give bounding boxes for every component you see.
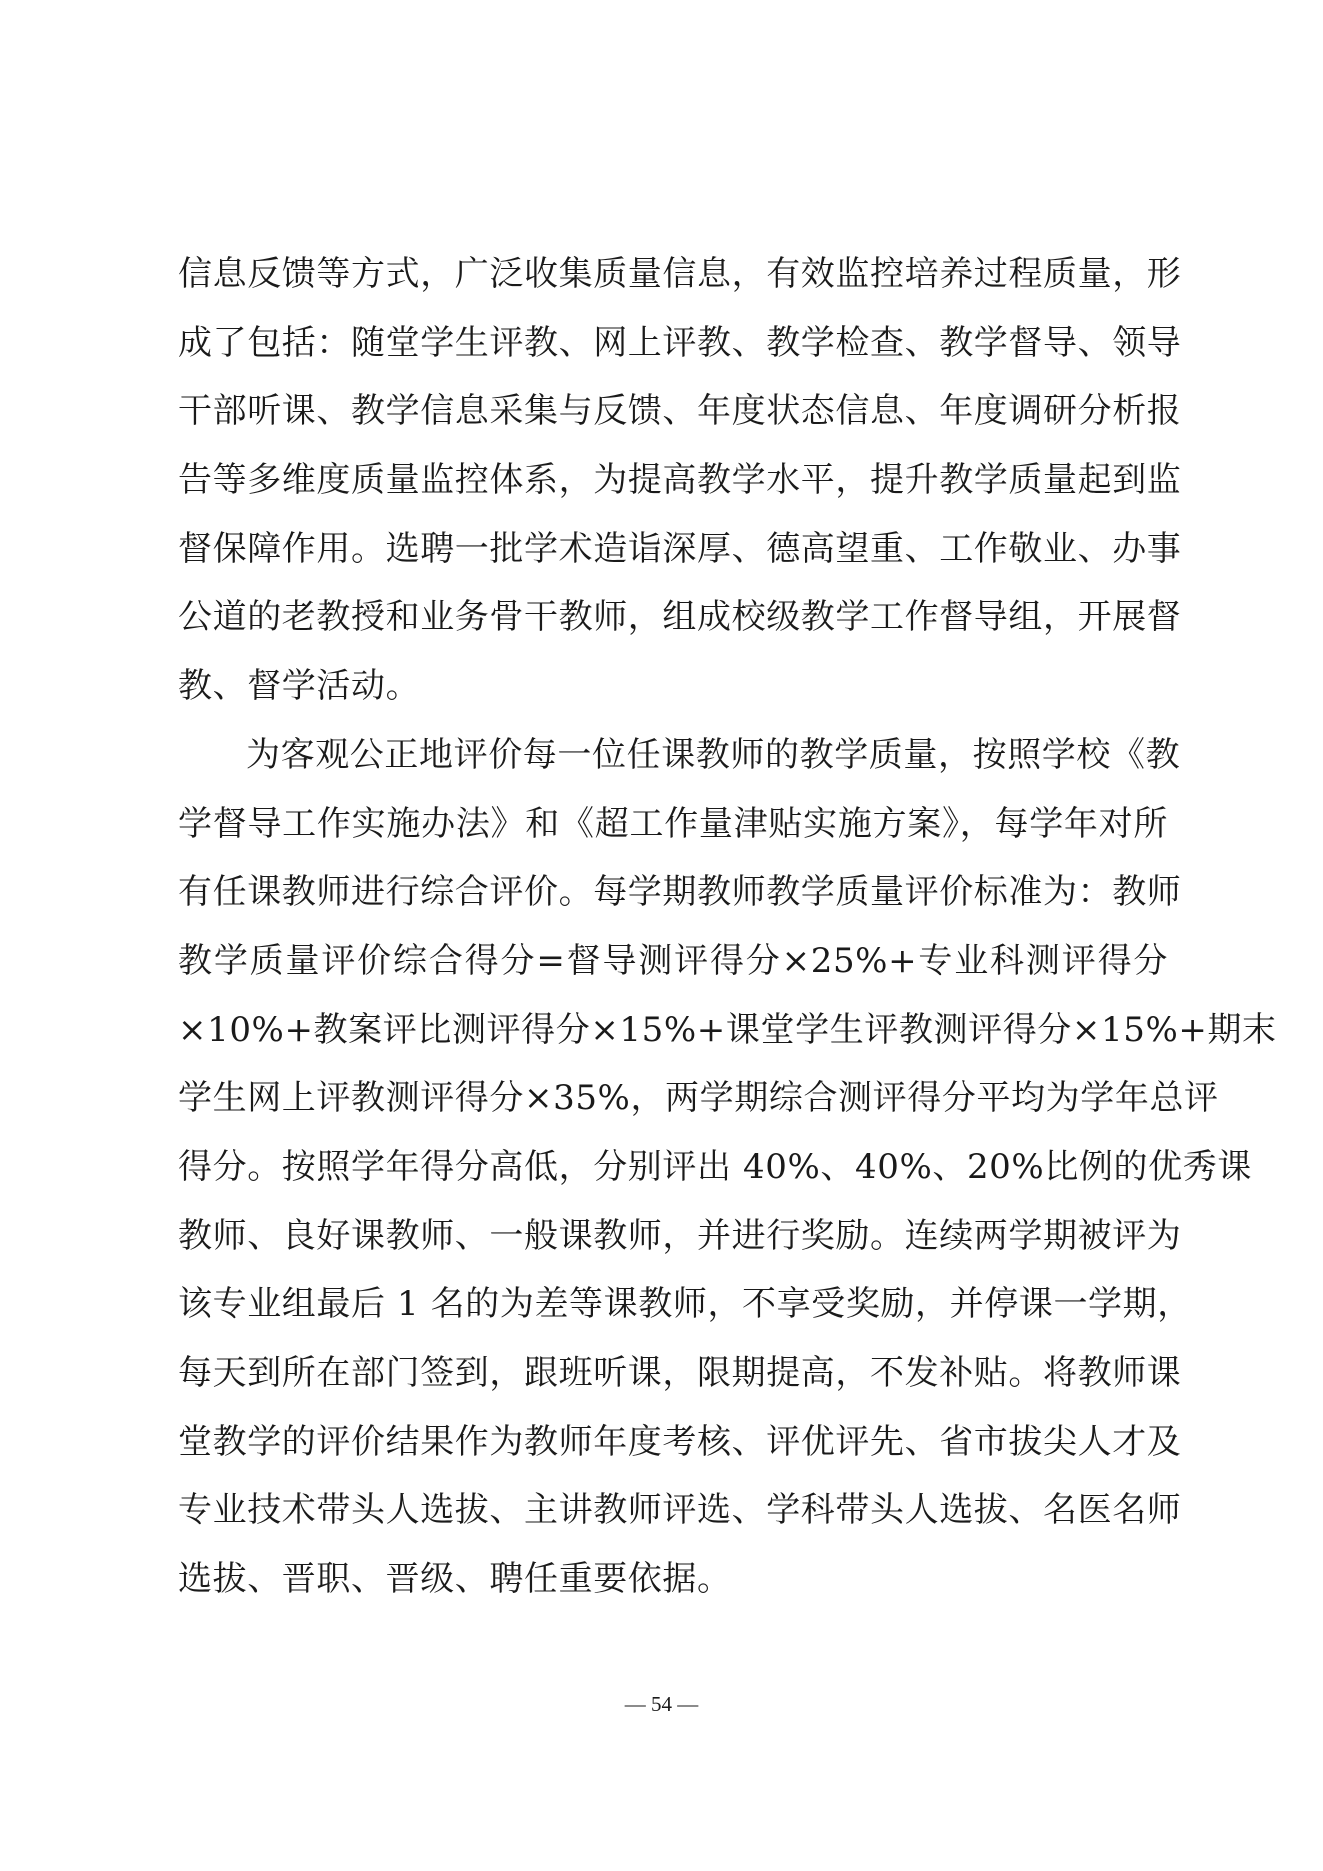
paragraph-line: 告等多维度质量监控体系，为提高教学水平，提升教学质量起到监 <box>178 460 1182 501</box>
paragraph-line: 公道的老教授和业务骨干教师，组成校级教学工作督导组，开展督 <box>178 597 1182 638</box>
paragraph-line: 学督导工作实施办法》和《超工作量津贴实施方案》，每学年对所 <box>178 803 1168 844</box>
paragraph-line: 教学质量评价综合得分=督导测评得分×25%+专业科测评得分 <box>178 940 1168 981</box>
paragraph-line: 教、督学活动。 <box>178 666 421 707</box>
paragraph-line: 专业技术带头人选拔、主讲教师评选、学科带头人选拔、名医名师 <box>178 1490 1182 1531</box>
page-number: — 54 — <box>624 1692 699 1716</box>
paragraph-line: 选拔、晋职、晋级、聘任重要依据。 <box>178 1559 732 1600</box>
paragraph-line: ×10%+教案评比测评得分×15%+课堂学生评教测评得分×15%+期末 <box>178 1009 1277 1050</box>
paragraph-line: 信息反馈等方式，广泛收集质量信息，有效监控培养过程质量，形 <box>178 254 1182 294</box>
paragraph-line: 堂教学的评价结果作为教师年度考核、评优评先、省市拔尖人才及 <box>178 1421 1182 1462</box>
paragraph-line: 得分。按照学年得分高低，分别评出 40%、40%、20%比例的优秀课 <box>178 1146 1252 1187</box>
paragraph-line: 为客观公正地评价每一位任课教师的教学质量，按照学校《教 <box>246 734 1181 775</box>
paragraph-line: 干部听课、教学信息采集与反馈、年度状态信息、年度调研分析报 <box>178 391 1182 432</box>
paragraph-line: 该专业组最后 1 名的为差等课教师，不享受奖励，并停课一学期， <box>178 1284 1192 1325</box>
paragraph-line: 每天到所在部门签到，跟班听课，限期提高，不发补贴。将教师课 <box>178 1353 1182 1393</box>
paragraph-line: 成了包括：随堂学生评教、网上评教、教学检查、教学督导、领导 <box>178 322 1182 363</box>
paragraph-line: 教师、良好课教师、一般课教师，并进行奖励。连续两学期被评为 <box>178 1215 1182 1256</box>
paragraph-line: 有任课教师进行综合评价。每学期教师教学质量评价标准为：教师 <box>178 872 1182 913</box>
paragraph-line: 学生网上评教测评得分×35%，两学期综合测评得分平均为学年总评 <box>178 1078 1219 1119</box>
paragraph-line: 督保障作用。选聘一批学术造诣深厚、德高望重、工作敬业、办事 <box>178 528 1182 569</box>
body-text <box>178 240 1277 1614</box>
